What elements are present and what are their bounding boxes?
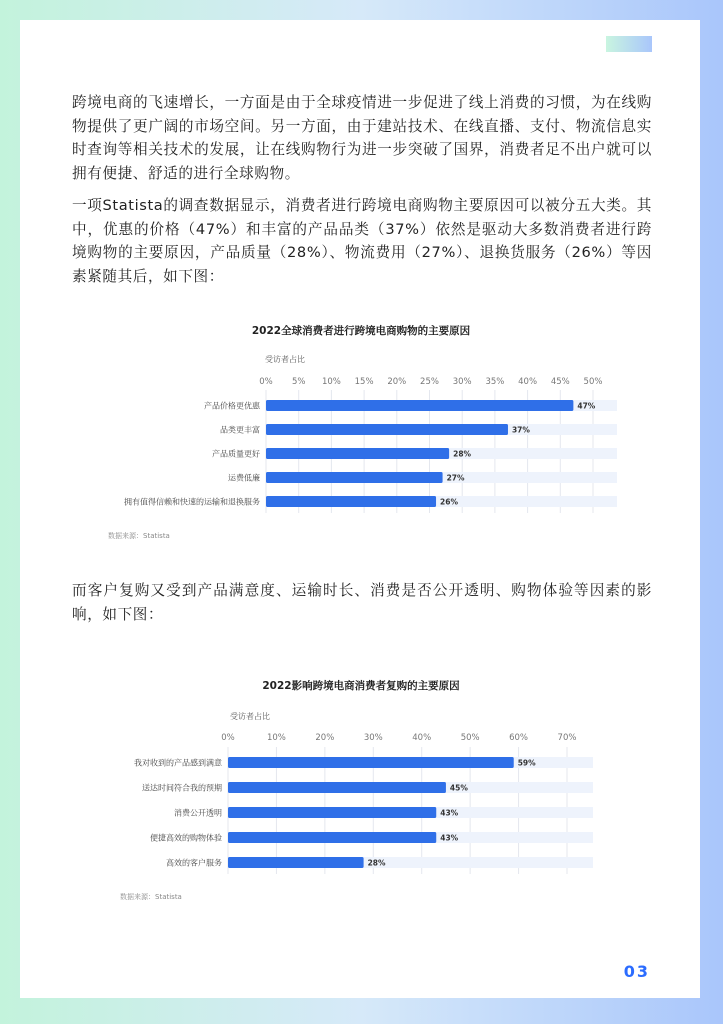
chart-source: 数据来源：Statista [120,893,182,901]
tick-label: 0% [221,733,235,743]
paragraph-intro: 跨境电商的飞速增长，一方面是由于全球疫情进一步促进了线上消费的习惯，为在线购物提供了更广阔的市场空间。另一方面，由于建站技术、在线直播、支付、物流信息实时查询等相关技术的发展，让在线购物行为进一步突破了国界，消费者足不出户就可以拥有便捷、舒适的进行全球购物。 [72,94,652,182]
category-label: 运费低廉 [228,473,260,483]
data-label: 43% [440,808,459,818]
bar [266,496,436,507]
chart-repurchase-reasons [0,675,723,915]
chart-repurchase-reasons-svg [0,675,723,915]
data-label: 37% [511,425,530,435]
tick-label: 20% [315,733,335,743]
tick-label: 50% [583,377,603,387]
bar [266,472,443,483]
category-label: 产品价格更优惠 [204,401,260,411]
bar [228,832,436,843]
tick-label: 5% [291,377,306,387]
tick-label: 45% [550,377,570,387]
data-label: 45% [449,783,468,793]
tick-label: 60% [509,733,529,743]
category-label: 产品质量更好 [212,449,260,459]
data-label: 47% [577,401,596,411]
page-number: 03 [623,962,650,981]
axis-title: 受访者占比 [265,355,305,364]
chart-source: 数据来源：Statista [108,532,170,540]
axis-title: 受访者占比 [230,712,270,721]
chart-shopping-reasons-svg [0,320,723,550]
data-label: 43% [440,833,459,843]
bar [266,424,508,435]
category-label: 拥有值得信赖和快速的运输和退换服务 [124,497,260,507]
tick-label: 0% [259,377,273,387]
chart-title: 2022全球消费者进行跨境电商购物的主要原因 [251,325,471,337]
data-label: 26% [440,497,458,507]
category-label: 品类更丰富 [220,425,260,435]
category-label: 高效的客户服务 [166,858,222,868]
data-label: 59% [517,758,536,768]
bar [266,400,573,411]
tick-label: 15% [354,377,374,387]
bar [228,857,364,868]
tick-label: 20% [387,377,407,387]
paragraph-survey: 一项Statista的调查数据显示，消费者进行跨境电商购物主要原因可以被分五大类。其中，优惠的价格（47%）和丰富的产品品类（37%）依然是驱动大多数消费者进行跨境购物的主要原因，产品质量（28%）、物流费用（27%）、退换货服务（26%）等因素紧随其后，如下图： [72,197,652,285]
chart-title: 2022影响跨境电商消费者复购的主要原因 [262,680,460,692]
tick-label: 40% [518,377,538,387]
category-label: 我对收到的产品感到满意 [134,758,222,768]
bar [228,757,514,768]
paragraph-repurchase: 而客户复购又受到产品满意度、运输时长、消费是否公开透明、购物体验等因素的影响，如下图： [72,582,652,623]
data-label: 28% [453,449,472,459]
bar [266,448,449,459]
category-label: 送达时间符合我的预期 [142,783,222,793]
tick-label: 50% [460,733,480,743]
data-label: 28% [367,858,386,868]
data-label: 27% [446,473,465,483]
tick-label: 30% [452,377,472,387]
bar [228,782,446,793]
tick-label: 30% [363,733,383,743]
category-label: 消费公开透明 [174,808,222,818]
bar [228,807,436,818]
category-label: 便捷高效的购物体验 [150,833,222,843]
chart-shopping-reasons [0,320,723,550]
tick-label: 35% [485,377,505,387]
tick-label: 70% [557,733,577,743]
corner-decoration [606,36,652,52]
tick-label: 25% [420,377,439,387]
tick-label: 40% [412,733,432,743]
tick-label: 10% [321,377,341,387]
tick-label: 10% [266,733,286,743]
